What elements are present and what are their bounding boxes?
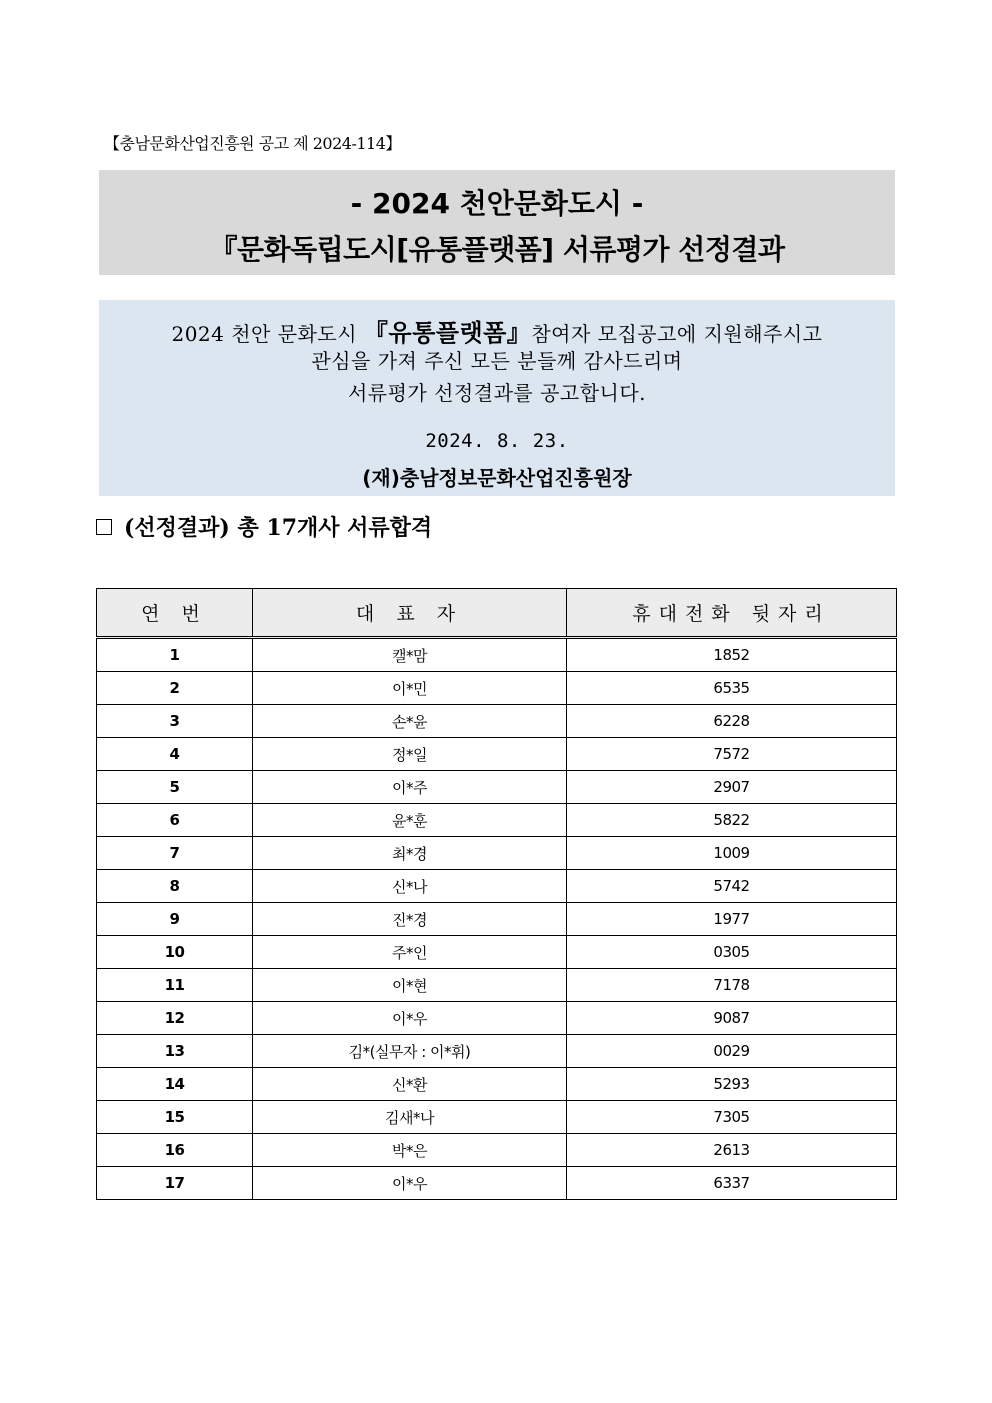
checkbox-icon [96,519,112,535]
cell-number: 3 [97,705,253,738]
cell-phone: 0029 [567,1035,897,1068]
cell-number: 9 [97,903,253,936]
cell-number: 1 [97,638,253,672]
cell-representative: 윤*훈 [253,804,567,837]
intro-panel [99,300,895,496]
title-line-2: 『문화독립도시[유통플랫폼] 서류평가 선정결과 [209,233,785,266]
cell-number: 14 [97,1068,253,1101]
header-phone-last-digits: 휴대전화 뒷자리 [567,589,897,638]
header-representative: 대 표 자 [253,589,567,638]
notice-number: 【충남문화산업진흥원 공고 제 2024-114】 [104,134,401,153]
table-row [97,870,897,903]
cell-phone: 1977 [567,903,897,936]
cell-representative: 이*현 [253,969,567,1002]
cell-number: 5 [97,771,253,804]
table-row [97,1167,897,1200]
cell-representative: 최*경 [253,837,567,870]
table-row [97,1068,897,1101]
cell-number: 12 [97,1002,253,1035]
table-row [97,1101,897,1134]
cell-representative: 캘*맘 [253,638,567,672]
cell-phone: 6535 [567,672,897,705]
title-banner [99,170,895,275]
table-row [97,903,897,936]
cell-phone: 7572 [567,738,897,771]
cell-representative: 이*우 [253,1167,567,1200]
cell-phone: 5293 [567,1068,897,1101]
cell-representative: 박*은 [253,1134,567,1167]
table-row [97,1134,897,1167]
cell-number: 10 [97,936,253,969]
cell-number: 15 [97,1101,253,1134]
intro-line-1-prefix: 2024 천안 문화도시 [171,322,358,346]
cell-phone: 5822 [567,804,897,837]
cell-phone: 6228 [567,705,897,738]
section-heading-text: (선정결과) 총 17개사 서류합격 [124,515,433,541]
cell-representative: 진*경 [253,903,567,936]
cell-phone: 7178 [567,969,897,1002]
notice-date: 2024. 8. 23. [425,430,569,452]
cell-representative: 김*(실무자 : 이*휘) [253,1035,567,1068]
cell-phone: 5742 [567,870,897,903]
cell-phone: 1009 [567,837,897,870]
table-row [97,1035,897,1068]
intro-line-1-emphasis: 『유통플랫폼』 [363,319,532,347]
cell-representative: 이*우 [253,1002,567,1035]
cell-representative: 신*환 [253,1068,567,1101]
intro-line-3: 서류평가 선정결과를 공고합니다. [347,381,647,405]
table-row [97,1002,897,1035]
table-row [97,638,897,672]
cell-number: 8 [97,870,253,903]
title-line-1: - 2024 천안문화도시 - [350,187,644,220]
cell-representative: 손*윤 [253,705,567,738]
cell-phone: 7305 [567,1101,897,1134]
table-row [97,705,897,738]
results-table [96,588,897,1200]
table-row [97,837,897,870]
cell-representative: 이*민 [253,672,567,705]
table-header-row [97,589,897,638]
cell-representative: 신*나 [253,870,567,903]
cell-number: 13 [97,1035,253,1068]
table-row [97,969,897,1002]
table-row [97,738,897,771]
cell-representative: 주*인 [253,936,567,969]
table-row [97,804,897,837]
table-body [97,638,897,1200]
cell-phone: 6337 [567,1167,897,1200]
cell-representative: 정*일 [253,738,567,771]
cell-number: 4 [97,738,253,771]
table-row [97,936,897,969]
intro-line-2: 관심을 가져 주신 모든 분들께 감사드리며 [311,349,683,373]
cell-number: 16 [97,1134,253,1167]
cell-phone: 2907 [567,771,897,804]
intro-line-1 [99,313,895,348]
cell-phone: 0305 [567,936,897,969]
intro-line-1-suffix: 참여자 모집공고에 지원해주시고 [531,322,823,346]
cell-number: 11 [97,969,253,1002]
cell-number: 17 [97,1167,253,1200]
cell-number: 6 [97,804,253,837]
cell-phone: 1852 [567,638,897,672]
cell-representative: 김새*나 [253,1101,567,1134]
table-row [97,672,897,705]
cell-representative: 이*주 [253,771,567,804]
cell-phone: 9087 [567,1002,897,1035]
issuer: (재)충남정보문화산업진흥원장 [362,466,632,490]
cell-number: 2 [97,672,253,705]
header-number: 연 번 [97,589,253,638]
cell-number: 7 [97,837,253,870]
cell-phone: 2613 [567,1134,897,1167]
section-heading [96,511,432,542]
table-row [97,771,897,804]
